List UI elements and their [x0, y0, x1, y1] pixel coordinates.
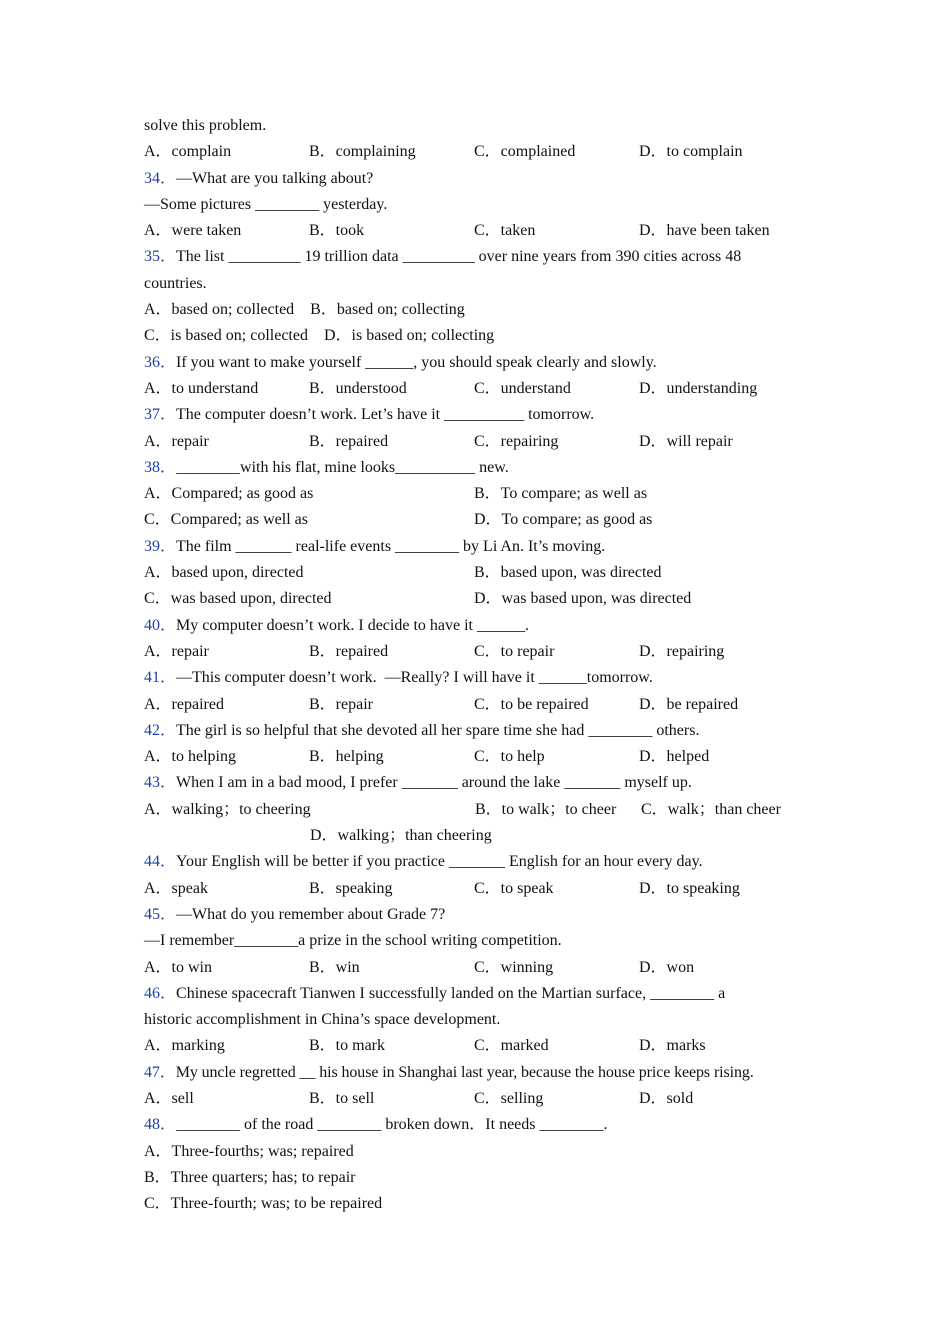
question-continuation: solve this problem. — [144, 117, 267, 134]
question-number: 39． — [144, 537, 177, 555]
option-c: C．selling — [474, 1089, 544, 1107]
question-number: 35． — [144, 248, 177, 266]
q48-text: ________ of the road ________ broken down．It needs ________. — [176, 1116, 608, 1134]
q35-line1: The list _________ 19 trillion data _________ over nine years from 390 cities across 48 — [176, 248, 742, 266]
option-c: C．taken — [474, 222, 536, 240]
option-c: C．to repair — [474, 642, 555, 660]
q43-options-row1 — [144, 797, 804, 823]
option-b: B．took — [309, 222, 365, 240]
q36-text: If you want to make yourself ______, you should speak clearly and slowly. — [176, 353, 657, 371]
q35-line2: countries. — [144, 274, 207, 292]
option-b: B．to sell — [309, 1089, 375, 1107]
option-c: C．to be repaired — [474, 695, 589, 713]
option-b: B．helping — [309, 748, 384, 766]
q46-options — [144, 1033, 804, 1059]
option-b: B．speaking — [309, 879, 393, 897]
q48-stem — [144, 1112, 804, 1138]
option-a: A．complain — [144, 143, 232, 161]
option-a: A．based upon, directed — [144, 564, 304, 582]
q47-options — [144, 1086, 804, 1112]
q40-stem — [144, 613, 804, 639]
q42-options — [144, 744, 804, 770]
question-number: 40． — [144, 616, 177, 634]
option-a: A．repaired — [144, 695, 224, 713]
option-a: A．marking — [144, 1037, 225, 1055]
option-b: B．understood — [309, 379, 407, 397]
q47-text: My uncle regretted __ his house in Shanghai last year, because the house price keeps rising. — [175, 1063, 754, 1081]
option-a: A．walking；to cheering — [144, 800, 311, 818]
q42-text: The girl is so helpful that she devoted all her spare time she had ________ others. — [176, 721, 700, 739]
option-b: B．Three quarters; has; to repair — [144, 1168, 356, 1186]
question-number: 42． — [144, 721, 177, 739]
option-a: A．to win — [144, 958, 213, 976]
option-b: B．to mark — [309, 1037, 385, 1055]
question-number: 34． — [144, 169, 177, 187]
q45-options — [144, 955, 804, 981]
q34-line2: —Some pictures ________ yesterday. — [144, 195, 388, 213]
q34-stem — [144, 166, 804, 192]
option-b: B．To compare; as well as — [474, 485, 648, 503]
q45-line1: —What do you remember about Grade 7? — [176, 905, 446, 923]
option-a: A．to understand — [144, 379, 259, 397]
q38-stem — [144, 455, 804, 481]
option-d: D．To compare; as good as — [474, 511, 653, 529]
option-c: C．to help — [474, 748, 545, 766]
q38-text: ________with his flat, mine looks__________ new. — [176, 458, 509, 476]
q43-stem — [144, 770, 804, 796]
q37-stem — [144, 402, 804, 428]
q44-stem — [144, 849, 804, 875]
option-b: B．based upon, was directed — [474, 564, 662, 582]
question-number: 45． — [144, 905, 177, 923]
q42-stem — [144, 718, 804, 744]
q36-stem — [144, 350, 804, 376]
q35-stem — [144, 244, 804, 270]
option-c: C．repairing — [474, 432, 559, 450]
q44-text: Your English will be better if you practice _______ English for an hour every day. — [176, 853, 703, 871]
q37-options — [144, 429, 804, 455]
q40-text: My computer doesn’t work. I decide to have it ______. — [176, 616, 529, 634]
option-b: B．win — [309, 958, 360, 976]
q37-text: The computer doesn’t work. Let’s have it __________ tomorrow. — [176, 406, 595, 424]
option-d: D．repairing — [639, 642, 725, 660]
question-number: 38． — [144, 458, 177, 476]
question-number: 44． — [144, 853, 177, 871]
q35-options-line1: A．based on; collected B．based on; collecting — [144, 301, 465, 319]
q33-options — [144, 139, 804, 165]
q43-options-row2 — [144, 823, 804, 849]
q46-stem — [144, 981, 804, 1007]
option-a: A．Compared; as good as — [144, 485, 314, 503]
option-c: C．walk；than cheer — [641, 800, 781, 818]
option-a: A．were taken — [144, 222, 242, 240]
question-number: 46． — [144, 984, 177, 1002]
option-c: C．Compared; as well as — [144, 511, 308, 529]
option-a: A．sell — [144, 1089, 194, 1107]
option-a: A．speak — [144, 879, 208, 897]
document-page — [144, 113, 804, 1217]
q41-options — [144, 692, 804, 718]
option-d: D．won — [639, 958, 695, 976]
option-d: D．be repaired — [639, 695, 739, 713]
q44-options — [144, 876, 804, 902]
q34-options — [144, 218, 804, 244]
q39-options-row2 — [144, 586, 804, 612]
option-c: C．Three-fourth; was; to be repaired — [144, 1195, 383, 1213]
option-b: B．repaired — [309, 642, 389, 660]
option-b: B．repaired — [309, 432, 389, 450]
q47-stem — [144, 1060, 804, 1086]
q39-text: The film _______ real-life events ________ by Li An. It’s moving. — [176, 537, 606, 555]
option-d: D．will repair — [639, 432, 733, 450]
q35-options-line2: C．is based on; collected D．is based on; collecting — [144, 327, 495, 345]
question-number: 41． — [144, 669, 177, 687]
option-d: D．to complain — [639, 143, 743, 161]
q41-text: —This computer doesn’t work. —Really? I will have it ______tomorrow. — [176, 669, 653, 687]
option-b: B．repair — [309, 695, 373, 713]
question-number: 48． — [144, 1116, 177, 1134]
q38-options-row1 — [144, 481, 804, 507]
option-a: A．Three-fourths; was; repaired — [144, 1142, 354, 1160]
q46-line2: historic accomplishment in China’s space development. — [144, 1011, 501, 1029]
option-a: A．repair — [144, 642, 209, 660]
option-c: C．complained — [474, 143, 576, 161]
option-c: C．was based upon, directed — [144, 590, 332, 608]
question-number: 36． — [144, 353, 177, 371]
q41-stem — [144, 665, 804, 691]
option-d: D．have been taken — [639, 222, 770, 240]
q36-options — [144, 376, 804, 402]
q39-options-row1 — [144, 560, 804, 586]
q43-text: When I am in a bad mood, I prefer _______ around the lake _______ myself up. — [176, 774, 692, 792]
option-d: D．was based upon, was directed — [474, 590, 692, 608]
option-c: C．to speak — [474, 879, 554, 897]
option-d: D．sold — [639, 1089, 694, 1107]
option-d: D．marks — [639, 1037, 706, 1055]
question-number: 37． — [144, 406, 177, 424]
q38-options-row2 — [144, 507, 804, 533]
q45-stem — [144, 902, 804, 928]
option-d: D．to speaking — [639, 879, 740, 897]
option-c: C．understand — [474, 379, 571, 397]
question-number: 47． — [144, 1063, 176, 1081]
option-d: D．walking；than cheering — [310, 827, 492, 845]
option-d: D．helped — [639, 748, 710, 766]
option-a: A．repair — [144, 432, 209, 450]
option-c: C．marked — [474, 1037, 549, 1055]
option-b: B．to walk；to cheer — [475, 800, 617, 818]
option-a: A．to helping — [144, 748, 236, 766]
q45-line2: —I remember________a prize in the school writing competition. — [144, 932, 562, 950]
option-b: B．complaining — [309, 143, 416, 161]
q46-line1: Chinese spacecraft Tianwen I successfully landed on the Martian surface, ________ a — [176, 984, 726, 1002]
option-d: D．understanding — [639, 379, 758, 397]
question-number: 43． — [144, 774, 177, 792]
q39-stem — [144, 534, 804, 560]
q34-line1: —What are you talking about? — [176, 169, 374, 187]
q40-options — [144, 639, 804, 665]
option-c: C．winning — [474, 958, 554, 976]
